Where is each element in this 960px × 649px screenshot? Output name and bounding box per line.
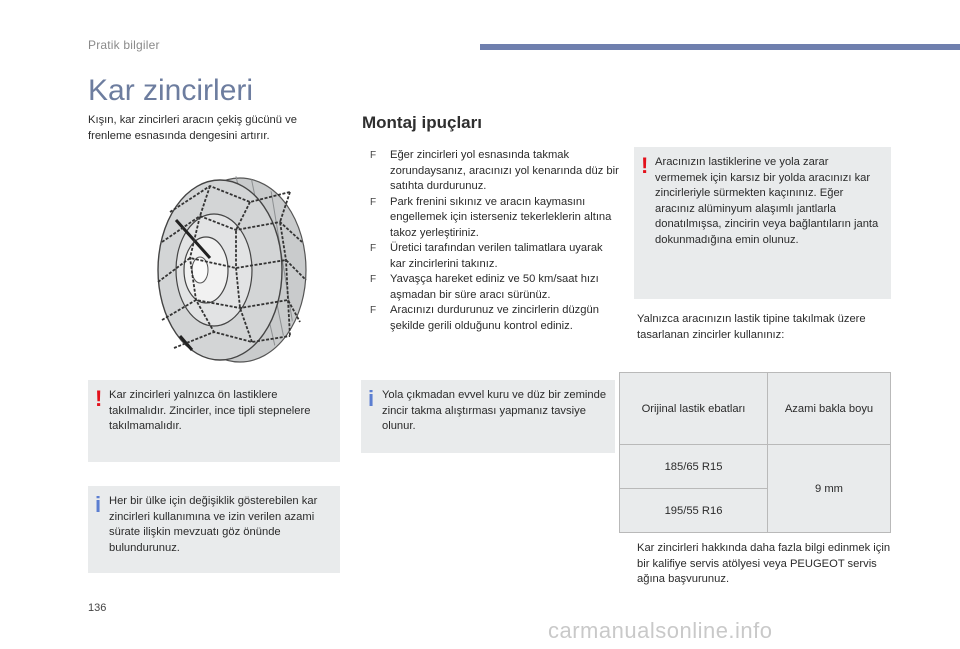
page-number: 136 xyxy=(88,602,107,614)
list-item: F Üretici tarafından verilen talimatlara uyarak kar zincirlerini takınız. xyxy=(370,242,603,270)
tips-list xyxy=(370,148,620,334)
info-icon: i xyxy=(368,386,375,411)
road-warning-text: Aracınızın lastiklerine ve yola zarar vermemek için karsız bir yolda aracınızı kar zincirleriyle sürmekten kaçınınız. Eğer aracınız alüminyum alaşımlı jantlarla donatılmışsa, zincirin veya bağlantıların janta dokunmadığına emin olunuz. xyxy=(655,156,879,246)
bullet-icon: F xyxy=(370,150,377,161)
bullet-icon: F xyxy=(370,196,377,208)
header-bar xyxy=(480,44,960,50)
front-tyres-warning-box xyxy=(88,380,340,462)
table-cell-max-link: 9 mm xyxy=(768,445,891,533)
tips-title: Montaj ipuçları xyxy=(362,113,482,132)
road-warning-box xyxy=(634,147,891,299)
list-item: F Aracınızı durdurunuz ve zincirlerin düzgün şekilde gerili olduğunu kontrol ediniz. xyxy=(370,304,599,332)
bullet-icon: F xyxy=(370,243,377,254)
chain-info-text: Yalnızca aracınızın lastik tipine takılmak üzere tasarlanan zincirler kullanınız: xyxy=(637,313,866,341)
warning-icon: ! xyxy=(641,153,649,178)
page-title: Kar zincirleri xyxy=(88,74,254,107)
table-header-max-link: Azami bakla boyu xyxy=(768,373,891,445)
table-cell-size: 185/65 R15 xyxy=(620,445,768,489)
snow-chain-illustration xyxy=(140,172,308,368)
list-item: F Park frenini sıkınız ve aracın kaymasını engellemek için isterseniz tekerleklerin altına takoz yerleştiriniz. xyxy=(370,195,612,239)
table-cell-size: 195/55 R16 xyxy=(620,489,768,533)
section-header: Pratik bilgiler xyxy=(88,38,160,52)
more-info-text: Kar zincirleri hakkında daha fazla bilgi edinmek için bir kalifiye servis atölyesi veya PEUGEOT servis ağına başvurunuz. xyxy=(637,542,891,585)
country-info-box xyxy=(88,486,340,573)
country-info-text: Her bir ülke için değişiklik gösterebilen kar zincirleri kullanımına ve izin verilen azami sürate ilişkin mevzuatı göz önünde bulundurunuz. xyxy=(109,495,318,554)
bullet-icon: F xyxy=(370,305,377,316)
tyre-size-table xyxy=(619,372,891,533)
info-icon: i xyxy=(95,492,102,517)
table-header-tyre-size: Orijinal lastik ebatları xyxy=(620,373,768,445)
intro-text: Kışın, kar zincirleri aracın çekiş gücünü ve frenleme esnasında dengesini artırır. xyxy=(88,114,297,142)
practice-info-box xyxy=(361,380,615,453)
list-item: F Yavaşça hareket ediniz ve 50 km/saat hızı aşmadan bir süre aracı sürünüz. xyxy=(370,273,599,301)
warning-icon: ! xyxy=(95,386,103,411)
front-tyres-warning-text: Kar zincirleri yalnızca ön lastiklere takılmalıdır. Zincirler, ince tipli stepnelere takılmamalıdır. xyxy=(109,389,311,432)
bullet-icon: F xyxy=(370,274,377,285)
watermark: carmanualsonline.info xyxy=(548,618,773,643)
practice-info-text: Yola çıkmadan evvel kuru ve düz bir zeminde zincir takma alıştırması yapmanız tavsiye olunur. xyxy=(382,389,607,432)
list-item: F Eğer zincirleri yol esnasında takmak zorundaysanız, aracınızı yol kenarında düz bir satıhta durdurunuz. xyxy=(370,149,619,192)
